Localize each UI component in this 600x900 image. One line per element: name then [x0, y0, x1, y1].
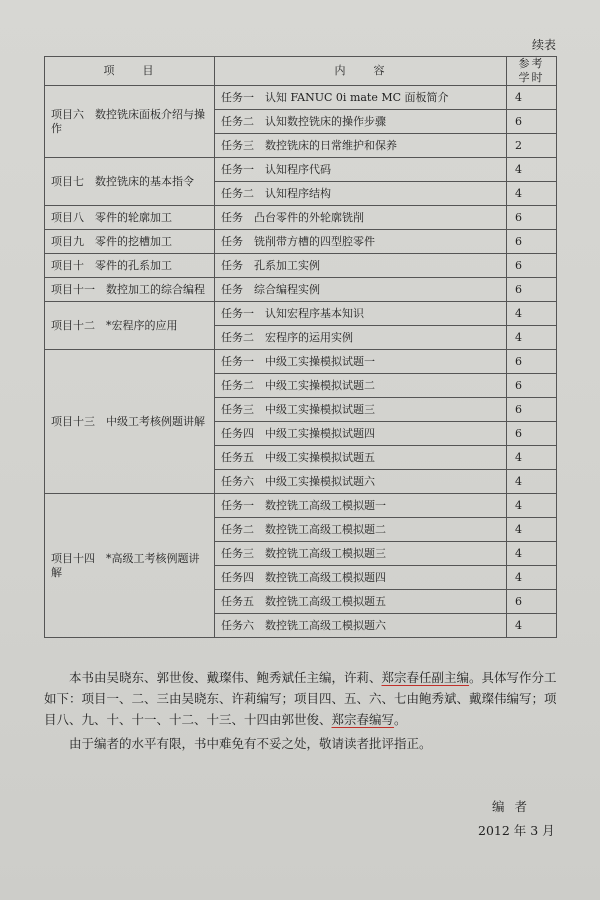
authors-text-a: 本书由吴晓东、郭世俊、戴璨伟、鲍秀斌任主编，许莉、: [69, 670, 382, 685]
hours-cell: 6: [507, 110, 557, 134]
hours-cell: 6: [507, 206, 557, 230]
table-row: [45, 302, 557, 326]
task-cell: 任务五 数控铣工高级工模拟题五: [215, 590, 507, 614]
task-cell: 任务二 数控铣工高级工模拟题二: [215, 518, 507, 542]
table-row: [45, 350, 557, 374]
hours-cell: 4: [507, 566, 557, 590]
table-row: [45, 494, 557, 518]
task-cell: 任务三 数控铣工高级工模拟题三: [215, 542, 507, 566]
task-cell: 任务一 认知 FANUC 0i mate MC 面板简介: [215, 86, 507, 110]
hours-cell: 6: [507, 254, 557, 278]
authors-text-c: 。具体写作分工如下：项目一、二、三由吴晓东、许莉编写；项目四、五、六、七由鲍秀斌、戴璨伟编写；项目八、九、十、十一、十二、十三、十四由郭世俊、: [44, 670, 557, 727]
editor-signature: 编者: [492, 799, 538, 814]
project-name-cell: 项目九 零件的挖槽加工: [45, 230, 215, 254]
project-name-cell: 项目八 零件的轮廓加工: [45, 206, 215, 230]
header-content: 内 容: [215, 57, 507, 86]
table-row: [45, 278, 557, 302]
hours-cell: 6: [507, 278, 557, 302]
authors-paragraph: [44, 667, 564, 730]
table-row: [45, 254, 557, 278]
hours-cell: 6: [507, 374, 557, 398]
header-hours: 参考学时: [507, 57, 557, 86]
hours-cell: 4: [507, 86, 557, 110]
hours-cell: 4: [507, 302, 557, 326]
task-cell: 任务四 中级工实操模拟试题四: [215, 422, 507, 446]
hours-cell: 4: [507, 494, 557, 518]
table-body: [45, 86, 557, 638]
project-name-cell: 项目十二 *宏程序的应用: [45, 302, 215, 350]
hours-cell: 6: [507, 230, 557, 254]
task-cell: 任务二 中级工实操模拟试题二: [215, 374, 507, 398]
authors-deputy-underlined: 郑宗春任副主编: [381, 670, 470, 685]
course-table: [44, 56, 557, 638]
hours-cell: 6: [507, 350, 557, 374]
task-cell: 任务三 中级工实操模拟试题三: [215, 398, 507, 422]
hours-cell: 4: [507, 158, 557, 182]
table-row: [45, 158, 557, 182]
authors-text-e: 。: [394, 712, 407, 727]
apology-paragraph: [44, 733, 564, 754]
table-row: [45, 230, 557, 254]
project-name-cell: 项目十四 *高级工考核例题讲解: [45, 494, 215, 638]
project-name-cell: 项目六 数控铣床面板介绍与操作: [45, 86, 215, 158]
task-cell: 任务一 认知程序代码: [215, 158, 507, 182]
hours-cell: 6: [507, 422, 557, 446]
hours-cell: 4: [507, 614, 557, 638]
project-name-cell: 项目十 零件的孔系加工: [45, 254, 215, 278]
task-cell: 任务五 中级工实操模拟试题五: [215, 446, 507, 470]
task-cell: 任务二 认知数控铣床的操作步骤: [215, 110, 507, 134]
task-cell: 任务一 数控铣工高级工模拟题一: [215, 494, 507, 518]
hours-cell: 4: [507, 182, 557, 206]
authors-writer-underlined: 郑宗春编写: [331, 712, 395, 727]
task-cell: 任务二 宏程序的运用实例: [215, 326, 507, 350]
hours-cell: 4: [507, 470, 557, 494]
hours-cell: 6: [507, 398, 557, 422]
hours-cell: 4: [507, 326, 557, 350]
header-project: 项 目: [45, 57, 215, 86]
hours-cell: 4: [507, 446, 557, 470]
publication-date: 2012 年 3 月: [478, 823, 555, 838]
project-name-cell: 项目十三 中级工考核例题讲解: [45, 350, 215, 494]
hours-cell: 2: [507, 134, 557, 158]
task-cell: 任务一 认知宏程序基本知识: [215, 302, 507, 326]
hours-cell: 4: [507, 518, 557, 542]
task-cell: 任务六 数控铣工高级工模拟题六: [215, 614, 507, 638]
task-cell: 任务六 中级工实操模拟试题六: [215, 470, 507, 494]
hours-cell: 4: [507, 542, 557, 566]
task-cell: 任务 孔系加工实例: [215, 254, 507, 278]
project-name-cell: 项目七 数控铣床的基本指令: [45, 158, 215, 206]
task-cell: 任务四 数控铣工高级工模拟题四: [215, 566, 507, 590]
table-header-row: [45, 57, 557, 86]
hours-cell: 6: [507, 590, 557, 614]
continued-label: 续表: [531, 38, 556, 52]
task-cell: 任务二 认知程序结构: [215, 182, 507, 206]
apology-text: 由于编者的水平有限，书中难免有不妥之处，敬请读者批评指正。: [69, 736, 432, 751]
table-row: [45, 206, 557, 230]
task-cell: 任务三 数控铣床的日常维护和保养: [215, 134, 507, 158]
table-row: [45, 86, 557, 110]
task-cell: 任务 铣削带方槽的四型腔零件: [215, 230, 507, 254]
task-cell: 任务 综合编程实例: [215, 278, 507, 302]
project-name-cell: 项目十一 数控加工的综合编程: [45, 278, 215, 302]
task-cell: 任务一 中级工实操模拟试题一: [215, 350, 507, 374]
task-cell: 任务 凸台零件的外轮廓铣削: [215, 206, 507, 230]
